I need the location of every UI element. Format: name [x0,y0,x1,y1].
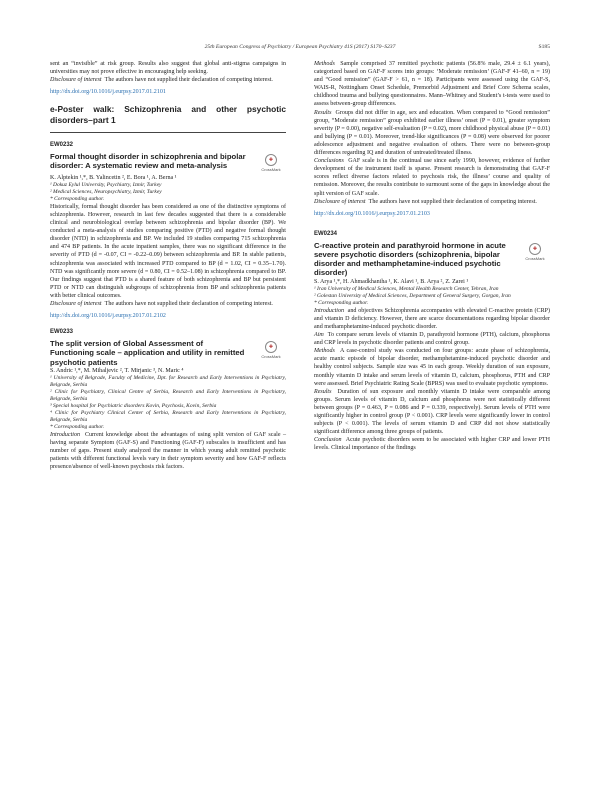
affiliation: ² Medical Sciences, Neuropsychiatry, Izmir, Turkey [50,188,162,195]
affiliation: ³ Special hospital for Psychiatric disorders Kovin, Psychosis, Kovin, Serbia [50,402,217,409]
page-number: S185 [538,44,550,50]
introduction-paragraph [50,431,286,471]
conclusion-paragraph [314,436,550,452]
introduction-text: Current knowledge about the advantages of using split version of GAF scale – having separate Symptom (GAF-S) and Functioning (GAF-F) subscales is insufficient and has number of gaps. Present study analyzed the manner in which young adult remitted psychotic patients with different functional levels vary in their symptom severity and how GAF-F reflects presence/absence of well-known psychosis risk factors. [50,431,286,471]
affiliation: ¹ University of Belgrade, Faculty of Medicine, Dpt. for Research and Early Interventions in Psychiatry, Belgrade, Serbia [50,374,286,388]
disclosure-text: The authors have not supplied their declaration of competing interest. [104,300,273,307]
crossmark-icon: ✚ [265,154,277,166]
crossmark-badge[interactable] [520,243,550,263]
author-list: K. Alptekin ¹,*, B. Yalincetin ², E. Bora ¹, A. Berna ¹ [50,174,177,181]
disclosure [314,198,550,206]
abstract-ew0232 [50,141,286,321]
right-column [314,60,550,452]
abstract-code: EW0233 [50,329,74,336]
results-text: Groups did not differ in age, sex and education. When compared to “Good remission” group, “Moderate remission” group exhibited earlier illness’ onset (P = 0.01), greater symptom severity (P = 0.00), negative self-evaluation (P = 0.02), more childhood physical abuse (P = 0.01) and bullying (P = 0.01). Moreover, trend-like significances (P = 0.08) were observed for poorer adolescence adjustment and negative evaluation of others. There were no between-group differences regarding IQ and duration of untreated/treated illness. [314,109,550,157]
abstract-ew0234 [314,230,550,453]
abstract-body: Historically, formal thought disorder has been considered as one of the distinctive symptoms of schizophrenia. However, research in last few decades suggested that there is a considerable clinical and neurobiological overlap between schizophrenia and bipolar disorder (BP). We conducted a meta-analysis of studies comparing positive (PTD) and negative formal thought disorder (NTD) in schizophrenia and BP. We included 19 studies comparing 715 schizophrenia and 474 BP patients. In the acute inpatient samples, there was no significant difference in the severity of PTD (d = -0.07, CI = -0.22–0.09) between schizophrenia and BP. In stable patients, schizophrenia was associated with increased PTD compared to BP (d = 1.02, CI = 0.35–1.70). NTD was significantly more severe (d = 0.80, CI = 0.52–1.08) in schizophrenia compared to BP. Our findings suggest that PTD is a shared feature of both schizophrenia and BP but persistent PTD or NTD can distinguish subgroups of schizophrenia from BP and schizophrenia patients with better clinical outcomes. [50,203,286,299]
results-label: Results [314,388,332,395]
carryover-text: sent an “invisible” at risk group. Results also suggest that global anti-stigma campaigns in universities may not prove effective in encouraging help seeking. [50,61,286,76]
methods-label: Methods [314,348,335,355]
doi-link[interactable]: http://dx.doi.org/10.1016/j.eurpsy.2017.01.2102 [50,313,166,320]
crossmark-label: CrossMark [261,166,281,172]
crossmark-icon: ✚ [529,243,541,255]
methods-label: Methods [314,61,335,67]
results-label: Results [314,109,332,116]
abstract-title: The split version of Global Assessment of Functioning scale – application and utility in remitted psychotic patients [50,339,245,367]
disclosure-label: Disclosure of interest [50,77,102,84]
disclosure-text: The authors have not supplied their declaration of competing interest. [104,77,273,84]
crossmark-badge[interactable] [256,154,286,174]
abstract-title: Formal thought disorder in schizophrenia and bipolar disorder: A systematic review and meta-analysis [50,151,246,170]
corresponding-author: * Corresponding author. [50,195,105,202]
affiliation: ⁴ Clinic for Psychiatry Clinical Center of Serbia, Research and Early Interventions in Psychiatry, Belgrade, Serbia [50,409,286,423]
results-paragraph [314,388,550,437]
affiliation: ² Clinic for Psychiatry, Clinical Centre of Serbia, Research and Early Interventions in Psychiatry, Belgrade, Serbia [50,388,286,402]
carryover-disclosure [50,76,286,84]
aim-paragraph [314,331,550,347]
conclusion-label: Conclusion [314,437,342,444]
results-text: Duration of sun exposure and monthly vitamin D intake were comparable among groups. Serum levels of vitamin D, calcium and phosphorus were not statistically different between groups (P = 0.463, P = 0.086 and P = 0.339, respectively). Serum levels of PTH were significantly higher in control group (P < 0.001). CRP levels were significantly lower in control subjects (P < 0.001). The levels of serum vitamin D and CRP did not show statistically significant difference among three groups of patients. [314,388,550,436]
methods-paragraph [314,347,550,387]
aim-label: Aim [314,332,324,339]
disclosure [50,300,286,308]
aim-text: To compare serum levels of vitamin D, parathyroid hormone (PTH), calcium, phosphorus and CRP levels in psychotic disorder patients and control group. [314,332,550,347]
crossmark-label: CrossMark [261,354,281,360]
running-header: 25th European Congress of Psychiatry / European Psychiatry 41S (2017) S170–S237 [204,44,396,50]
corresponding-author: * Corresponding author. [50,423,105,430]
abstract-code: EW0234 [314,230,338,237]
crossmark-label: CrossMark [525,255,545,261]
introduction-paragraph [314,307,550,331]
abstract-ew0233 [50,328,286,471]
abstract-code: EW0232 [50,141,74,148]
introduction-label: Introduction [50,431,81,438]
disclosure-label: Disclosure of interest [314,198,366,205]
methods-paragraph [314,60,550,109]
results-paragraph [314,109,550,158]
crossmark-badge[interactable] [256,341,286,361]
left-column [50,60,286,471]
conclusions-label: Conclusions [314,158,344,165]
crossmark-icon: ✚ [265,341,277,353]
affiliation: ¹ Dokuz Eylul University, Psychiatry, Izmir, Turkey [50,181,162,188]
conclusions-text: GAF scale is in the continual use since early 1990, however, evidence of further development of the instrument itself is sparse. Present research is demonstrating that GAF-F scores reflect diverse factors related to psychosis risk, the illness’ course and quality of remission. Moreover, the results contribute to surmount some of the gaps in knowledge about the split version of GAF scale. [314,158,550,197]
methods-text: Sample comprised 37 remitted psychotic patients (56.8% male, 29.4 ± 6.1 years), categorized based on GAF-F scores into groups: ‘Moderate remission’ (GAF-F 41–60, n = 19) and “Good remission” (GAF-F > 61, n = 18). Participants were assessed using the GAF-S, WAIS-R, Nottingham Onset Schedule, Premorbid Adjustment and Brief Core Schema scales, childhood trauma and bullying questionnaires. Mann–Whitney and Student’s t-tests were used to assess between-group differences. [314,61,550,108]
disclosure-text: The authors have not supplied their declaration of competing interest. [368,198,537,205]
introduction-text: and objectives Schizophrenia accompanies with elevated C-reactive protein (CRP) and vitamin D deficiency. However, there are scarce documentations regarding bipolar disorder and methamphetamine-induced psychotic disorder. [314,307,550,330]
doi-link[interactable]: http://dx.doi.org/10.1016/j.eurpsy.2017.01.2103 [314,210,430,217]
author-list: S. Arya ¹,*, H. Ahmadkhaniha ¹, K. Alavi ¹, B. Arya ², Z. Zarei ¹ [314,278,469,285]
section-title: e-Poster walk: Schizophrenia and other psychotic disorders–part 1 [50,104,286,132]
abstract-title: C-reactive protein and parathyroid hormone in acute severe psychotic disorders (schizophrenia, bipolar disorder and methamphetamine-induced psychotic disorder) [314,240,506,278]
affiliation: ² Golestan University of Medical Sciences, Department of General Surgery, Gorgan, Iran [314,292,511,299]
disclosure-label: Disclosure of interest [50,300,102,307]
corresponding-author: * Corresponding author. [314,299,369,306]
conclusions-paragraph [314,157,550,197]
affiliation: ¹ Iran University of Medical Sciences, Mental Health Research Center, Tehran, Iran [314,285,499,292]
methods-text: A case-control study was conducted on four groups: acute phase of schizophrenia, acute manic episode of bipolar disorder, methamphetamine-induced psychotic disorder and healthy control subjects. Sample size was 45 in each group. Weekly duration of sun exposure, monthly vitamin D intake and serum levels of vitamin D, calcium, phosphorus, PTH and CRP were assessed. Brief Psychiatric Rating Scale (BPRS) was used to evaluate psychotic symptoms. [314,348,550,387]
introduction-label: Introduction [314,307,345,314]
author-list: S. Andric ¹,*, M. Mihaljevic ², T. Mirjanic ³, N. Maric ⁴ [50,367,184,374]
doi-link[interactable]: http://dx.doi.org/10.1016/j.eurpsy.2017.01.2101 [50,89,166,96]
conclusion-text: Acute psychotic disorders seem to be associated with higher CRP and lower PTH levels. Clinical importance of the findings [314,437,550,452]
